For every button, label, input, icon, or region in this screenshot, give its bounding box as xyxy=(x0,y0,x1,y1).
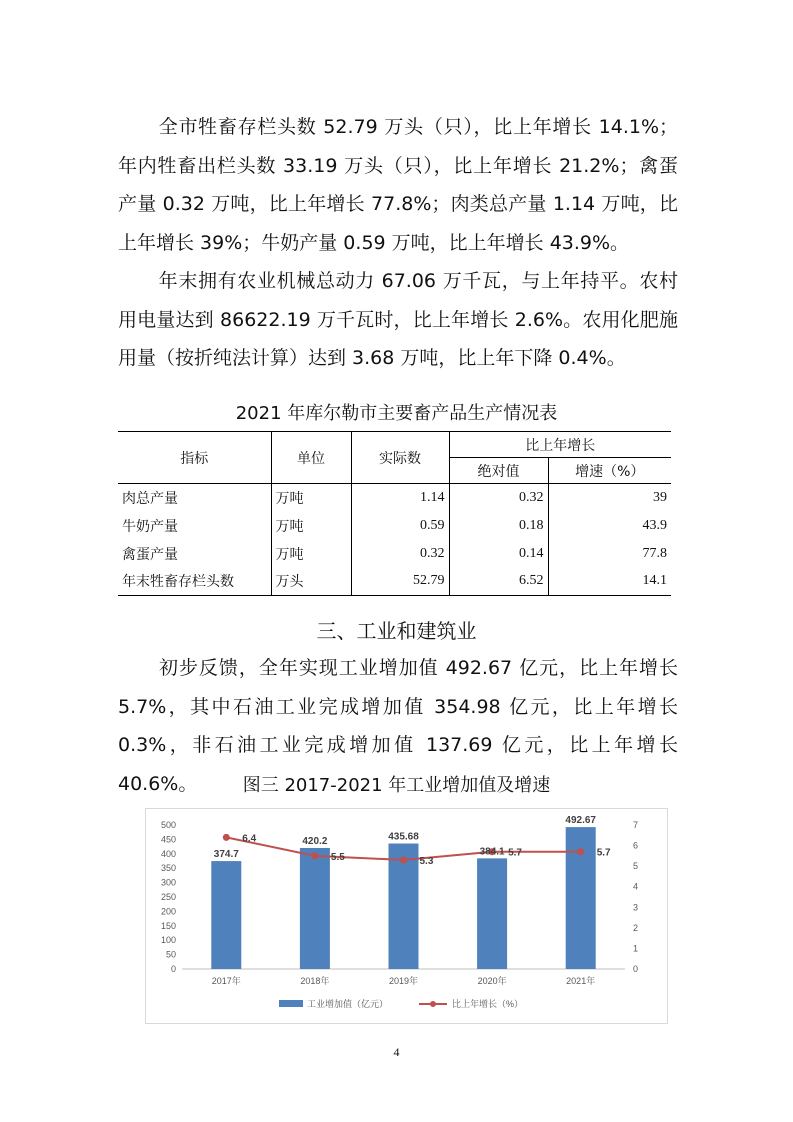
bar-data-label: 420.2 xyxy=(302,835,328,847)
y-left-tick-label: 0 xyxy=(170,964,176,974)
header-rate: 增速（%） xyxy=(548,458,671,484)
line-data-label: 5.7 xyxy=(508,847,523,859)
header-absolute: 绝对值 xyxy=(449,458,548,484)
chart-svg xyxy=(146,809,667,1023)
y-left-tick-label: 400 xyxy=(160,848,176,859)
page-number: 4 xyxy=(393,1045,400,1059)
livestock-table xyxy=(118,431,671,596)
row-absolute: 6.52 xyxy=(449,568,548,596)
growth-point xyxy=(311,852,318,859)
y-left-tick-label: 50 xyxy=(165,949,176,960)
y-right-tick-label: 2 xyxy=(633,922,639,933)
row-indicator: 肉总产量 xyxy=(118,484,271,512)
growth-point xyxy=(223,834,230,841)
row-unit: 万吨 xyxy=(271,512,351,540)
machinery-paragraph: 年末拥有农业机械总动力 67.06 万千瓦，与上年持平。农村用电量达到 86622.19 万千瓦时，比上年增长 2.6%。农用化肥施用量（按折纯法计算）达到 3.68 万吨，比上年下降 0.4%。 xyxy=(118,270,678,369)
header-unit: 单位 xyxy=(271,432,351,484)
industry-paragraph: 初步反馈，全年实现工业增加值 492.67 亿元，比上年增长 5.7%，其中石油工业完成增加值 354.98 亿元，比上年增长 0.3%，非石油工业完成增加值 137.69 亿元，比上年增长 40.6%。 xyxy=(118,657,678,795)
row-actual: 0.59 xyxy=(351,512,449,540)
row-rate: 39 xyxy=(548,484,671,512)
y-left-tick-label: 300 xyxy=(160,877,176,888)
table-row xyxy=(118,484,671,512)
y-left-tick-label: 350 xyxy=(160,863,176,874)
table-row xyxy=(118,568,671,596)
y-right-tick-label: 3 xyxy=(633,902,639,913)
section-heading: 三、工业和建筑业 xyxy=(316,619,477,643)
row-rate: 43.9 xyxy=(548,512,671,540)
y-right-tick-label: 5 xyxy=(633,861,639,872)
growth-point xyxy=(577,848,584,855)
bar xyxy=(211,861,241,969)
x-tick-label: 2021年 xyxy=(566,976,596,986)
line-data-label: 5.5 xyxy=(330,851,345,863)
bar-data-label: 492.67 xyxy=(565,815,596,827)
bar-data-label: 384.1 xyxy=(479,846,505,858)
row-actual: 52.79 xyxy=(351,568,449,596)
legend-bar-label: 工业增加值（亿元） xyxy=(307,999,389,1009)
y-left-tick-label: 200 xyxy=(160,906,176,917)
x-tick-label: 2018年 xyxy=(300,976,330,986)
legend-bar-swatch xyxy=(279,1000,303,1007)
y-right-tick-label: 7 xyxy=(633,820,639,830)
bar xyxy=(477,858,507,969)
bar xyxy=(300,848,330,969)
row-unit: 万吨 xyxy=(271,540,351,568)
livestock-paragraph: 全市牲畜存栏头数 52.79 万头（只），比上年增长 14.1%；年内牲畜出栏头数 33.19 万头（只），比上年增长 21.2%；禽蛋产量 0.32 万吨，比上年增长 77.8%；肉类总产量 1.14 万吨，比上年增长 39%；牛奶产量 0.59 万吨，比上年增长 43.9%。 xyxy=(118,116,678,254)
bar-data-label: 435.68 xyxy=(388,831,419,843)
y-left-tick-label: 250 xyxy=(160,892,176,902)
header-growth-group: 比上年增长 xyxy=(449,432,671,458)
legend-line-label: 比上年增长（%） xyxy=(452,999,524,1009)
table-title: 2021 年库尔勒市主要畜产品生产情况表 xyxy=(235,403,558,424)
row-actual: 0.32 xyxy=(351,540,449,568)
bar-data-label: 374.7 xyxy=(213,849,239,861)
row-indicator: 禽蛋产量 xyxy=(122,546,178,563)
y-left-tick-label: 150 xyxy=(160,920,176,931)
row-absolute: 0.32 xyxy=(449,484,548,512)
industry-chart xyxy=(145,808,668,1024)
x-tick-label: 2019年 xyxy=(388,976,419,986)
chart-title: 图三 2017-2021 年工业增加值及增速 xyxy=(242,775,551,796)
row-unit: 万吨 xyxy=(271,484,351,512)
row-indicator: 年末牲畜存栏头数 xyxy=(118,568,271,596)
line-data-label: 5.3 xyxy=(419,855,434,867)
table-row xyxy=(118,512,671,540)
row-rate: 77.8 xyxy=(548,540,671,568)
row-actual: 1.14 xyxy=(351,484,449,512)
header-actual: 实际数 xyxy=(351,432,449,484)
growth-point xyxy=(400,856,407,863)
y-right-tick-label: 1 xyxy=(633,943,639,954)
row-absolute: 0.14 xyxy=(449,540,548,568)
x-tick-label: 2017年 xyxy=(211,976,241,986)
y-right-tick-label: 6 xyxy=(633,840,639,851)
row-unit: 万头 xyxy=(271,568,351,596)
y-left-tick-label: 450 xyxy=(160,834,176,845)
row-rate: 14.1 xyxy=(548,568,671,596)
header-indicator: 指标 xyxy=(118,432,271,484)
line-data-label: 5.7 xyxy=(596,847,611,859)
table-row xyxy=(118,540,671,568)
y-left-tick-label: 500 xyxy=(160,820,176,830)
line-data-label: 6.4 xyxy=(242,833,257,845)
row-absolute: 0.18 xyxy=(449,512,548,540)
legend-line-marker xyxy=(430,1001,436,1007)
y-right-tick-label: 0 xyxy=(633,964,639,974)
x-tick-label: 2020年 xyxy=(477,976,507,986)
row-indicator: 牛奶产量 xyxy=(122,518,178,535)
y-left-tick-label: 100 xyxy=(160,935,176,946)
y-right-tick-label: 4 xyxy=(633,881,639,892)
